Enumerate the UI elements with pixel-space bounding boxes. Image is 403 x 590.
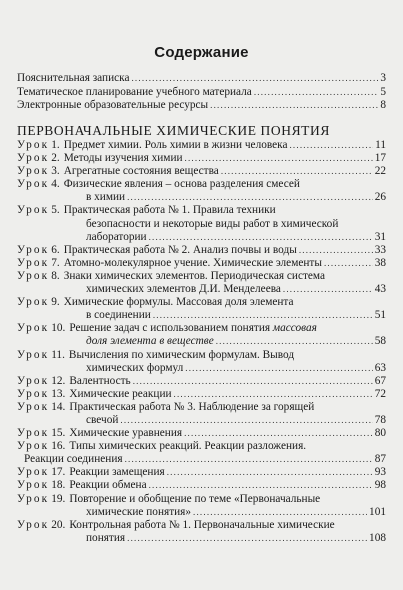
lesson-page: 63 [374,361,386,374]
lesson-entry [17,152,386,165]
lesson-title: Предмет химии. Роль химии в жизни человека [63,139,288,151]
toc-entry [17,99,386,113]
dot-leader [127,532,367,545]
lesson-label: Урок [17,178,50,191]
lesson-title: химических формул [86,361,184,374]
lesson-entry [17,440,386,466]
lesson-entry [17,466,386,479]
lesson-number: 6. [51,243,60,256]
lesson-title: Практическая работа № 2. Анализ почвы и воды [63,243,297,256]
lesson-label: Урок [17,427,50,440]
lesson-number: 4. [51,178,60,191]
lesson-entry [17,519,386,545]
lesson-title: лаборатории [86,230,147,243]
lesson-page: 78 [374,413,386,426]
lesson-title: Методы изучения химии [63,152,183,165]
lesson-entry [17,427,386,440]
dot-leader [216,335,373,348]
lesson-number: 5. [51,204,60,217]
lesson-label: Урок [17,492,50,505]
toc-entry-page: 3 [380,72,386,84]
lesson-label: Урок [17,243,50,256]
lesson-number: 2. [51,152,60,165]
lesson-number: 3. [51,165,60,178]
lesson-page: 87 [374,453,386,466]
dot-leader [153,309,373,322]
lesson-entry [17,178,386,204]
lesson-page: 72 [374,387,386,400]
lesson-label: Урок [17,387,50,400]
lesson-title: безопасности и некоторые виды работ в химической [86,217,339,230]
dot-leader [133,375,373,388]
lesson-page: 101 [369,505,386,518]
lesson-title: Физические явления – основа разделения смесей [63,178,300,191]
dot-leader [127,191,373,204]
dot-leader [193,506,367,519]
lesson-label: Урок [17,139,50,151]
lesson-page: 98 [374,479,386,492]
lesson-title: свечой [86,413,119,426]
lesson-title: Реакции соединения [24,453,123,466]
lesson-title: Контрольная работа № 1. Первоначальные химические [69,518,335,531]
dot-leader [167,466,373,479]
lesson-entry [17,322,386,348]
dot-leader [185,152,373,165]
lesson-label: Урок [17,400,50,413]
lesson-page: 67 [374,374,386,387]
lesson-title: Агрегатные состояния вещества [63,165,219,178]
lesson-label: Урок [17,322,50,335]
lesson-title: Валентность [69,374,131,387]
lesson-page: 93 [374,466,386,479]
lesson-title: химических элементов Д.И. Менделеева [86,283,281,296]
lesson-title: Решение задач с использованием понятия [69,322,271,335]
dot-leader [289,139,373,152]
lesson-title: Атомно-молекулярное учение. Химические элементы [63,256,322,269]
lesson-title: Реакции замещения [69,466,165,479]
lesson-label: Урок [17,440,50,453]
lesson-page: 26 [374,191,386,204]
toc-entry-page: 5 [380,85,386,98]
lesson-entry [17,375,386,388]
dot-leader [210,99,378,113]
lesson-title: Практическая работа № 1. Правила техники [63,204,276,217]
lesson-title: Химические реакции [69,387,172,400]
lesson-entry [17,139,386,152]
lesson-entry [17,270,386,296]
lesson-page: 80 [374,427,386,440]
lesson-entry [17,244,386,257]
lesson-title: Вычисления по химическим формулам. Вывод [68,348,295,361]
dot-leader [149,231,373,244]
lesson-label: Урок [17,479,50,492]
dot-leader [324,257,373,270]
lesson-number: 19. [51,492,66,505]
toc-entry-text: Электронные образовательные ресурсы [17,99,209,111]
lesson-entry [17,165,386,178]
lesson-page: 51 [374,309,386,322]
dot-leader [125,453,373,466]
lesson-title: понятия [86,531,126,544]
lesson-number: 20. [51,518,66,531]
lesson-label: Урок [17,269,50,282]
dot-leader [184,427,373,440]
lesson-title: Химические уравнения [69,427,183,440]
lesson-title: Повторение и обобщение по теме «Первоначальные [69,492,321,505]
lesson-entry [17,296,386,322]
lesson-label: Урок [17,518,50,531]
dot-leader [254,86,379,100]
lesson-title: Реакции обмена [69,479,147,492]
lesson-label: Урок [17,204,50,217]
lesson-page: 31 [374,230,386,243]
lesson-number: 7. [51,256,60,269]
lesson-number: 17. [51,466,66,479]
lesson-number: 14. [51,400,66,413]
lesson-page: 108 [369,531,386,544]
lesson-page: 11 [375,139,386,151]
dot-leader [174,388,373,401]
dot-leader [131,72,378,86]
lesson-label: Урок [17,466,50,479]
lesson-entry [17,493,386,519]
lesson-title: химические понятия» [86,505,192,518]
lesson-number: 15. [51,427,66,440]
lesson-page: 33 [374,243,386,256]
lesson-page: 17 [374,152,386,165]
lesson-entry [17,388,386,401]
lesson-number: 13. [51,387,66,400]
lesson-label: Урок [17,296,50,309]
lesson-title: доля элемента в веществе [86,335,214,348]
dot-leader [299,244,373,257]
lesson-number: 12. [51,374,66,387]
front-matter-list [17,72,386,113]
lesson-entry [17,204,386,243]
lesson-entry [17,257,386,270]
lesson-number: 8. [51,269,60,282]
toc-entry-text: Пояснительная записка [17,72,130,84]
dot-leader [120,414,372,427]
lesson-title: в соединении [86,309,151,322]
lesson-number: 10. [51,322,66,335]
lesson-number: 16. [51,440,66,453]
lesson-number: 11. [51,348,65,361]
lesson-label: Урок [17,348,50,361]
lesson-title: Знаки химических элементов. Периодическая система [63,269,326,282]
dot-leader [221,165,373,178]
lesson-label: Урок [17,374,50,387]
toc-entry [17,86,386,100]
lesson-entry [17,479,386,492]
page-title: Содержание [154,44,249,61]
lesson-page: 38 [374,256,386,269]
lesson-page: 58 [374,335,386,348]
lessons-list [17,139,386,545]
lesson-page: 22 [374,165,386,178]
toc-entry [17,72,386,86]
lesson-number: 9. [51,296,60,309]
toc-entry-text: Тематическое планирование учебного материала [17,85,252,98]
lesson-number: 1. [51,139,60,151]
lesson-title: в химии [86,191,126,204]
lesson-entry [17,349,386,375]
lesson-title: Практическая работа № 3. Наблюдение за горящей [69,400,315,413]
lesson-title-italic: массовая [272,322,317,335]
dot-leader [149,479,373,492]
lesson-entry [17,401,386,427]
lesson-title: Типы химических реакций. Реакции разложения. [69,440,307,453]
lesson-page: 43 [374,283,386,296]
toc-entry-page: 8 [380,99,386,111]
lesson-title: Химические формулы. Массовая доля элемента [63,296,294,309]
dot-leader [185,362,372,375]
section-heading: ПЕРВОНАЧАЛЬНЫЕ ХИМИЧЕСКИЕ ПОНЯТИЯ [17,123,330,138]
lesson-label: Урок [17,165,50,178]
lesson-number: 18. [51,479,66,492]
dot-leader [283,283,373,296]
lesson-label: Урок [17,256,50,269]
lesson-label: Урок [17,152,50,165]
